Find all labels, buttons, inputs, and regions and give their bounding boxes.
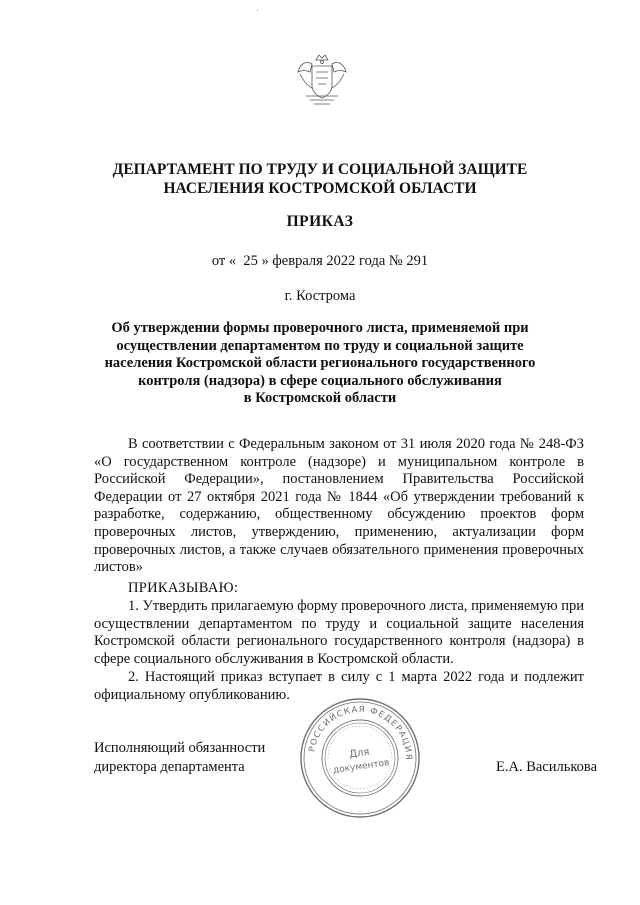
department-line-2: НАСЕЛЕНИЯ КОСТРОМСКОЙ ОБЛАСТИ <box>163 180 477 197</box>
department-heading <box>60 160 580 198</box>
order-item-1: 1. Утвердить прилагаемую форму проверочного листа, применяемую при осуществлении департаментом по труду и социальной защите населения Костромской области регионального государственного контроля (надзора) в сфере социального обслуживания в Костромской области. <box>94 598 584 667</box>
order-date-number: от « 25 » февраля 2022 года № 291 <box>211 253 429 269</box>
position-line-2: директора департамента <box>94 759 245 775</box>
coat-of-arms-emblem <box>292 52 352 108</box>
subject-line-5: в Костромской области <box>243 390 397 407</box>
order-directive-word: ПРИКАЗЫВАЮ: <box>128 580 239 596</box>
document-type: ПРИКАЗ <box>286 213 354 230</box>
signatory-position <box>94 739 265 777</box>
department-line-1: ДЕПАРТАМЕНТ ПО ТРУДУ И СОЦИАЛЬНОЙ ЗАЩИТЕ <box>112 161 528 178</box>
official-seal-stamp <box>298 696 422 820</box>
signatory-name: Е.А. Василькова <box>496 759 598 775</box>
stamp-center-line-2: документов <box>332 758 391 776</box>
stamp-center-line-1: Для <box>348 746 371 761</box>
stamp-ring-text: РОССИЙСКАЯ ФЕДЕРАЦИЯ <box>307 704 414 761</box>
position-line-1: Исполняющий обязанности <box>94 740 266 756</box>
subject-line-3: населения Костромской области регионального государственного <box>104 355 536 372</box>
order-item-2: 2. Настоящий приказ вступает в силу с 1 марта 2022 года и подлежит официальному опубликованию. <box>94 669 584 703</box>
scan-mark: · <box>256 6 260 17</box>
city-line: г. Кострома <box>284 288 356 304</box>
subject-line-2: осуществлении департаментом по труду и социальной защите <box>116 337 524 354</box>
order-subject <box>60 320 580 408</box>
subject-line-1: Об утверждении формы проверочного листа, применяемой при <box>111 320 529 336</box>
preamble-paragraph: В соответствии с Федеральным законом от 31 июля 2020 года № 248-ФЗ «О государственном контроле (надзоре) и муниципальном контроле в Российской Федерации», постановлением Правительства Российской Федерации от 27 октября 2021 года № 1844 «Об утверждении требований к разработке, содержанию, общественному обсуждению проектов форм проверочных листов, утверждению, применению, актуализации форм проверочных листов, а также случаев обязательного применения проверочных листов» <box>94 436 584 576</box>
subject-line-4: контроля (надзора) в сфере социального обслуживания <box>138 372 502 389</box>
